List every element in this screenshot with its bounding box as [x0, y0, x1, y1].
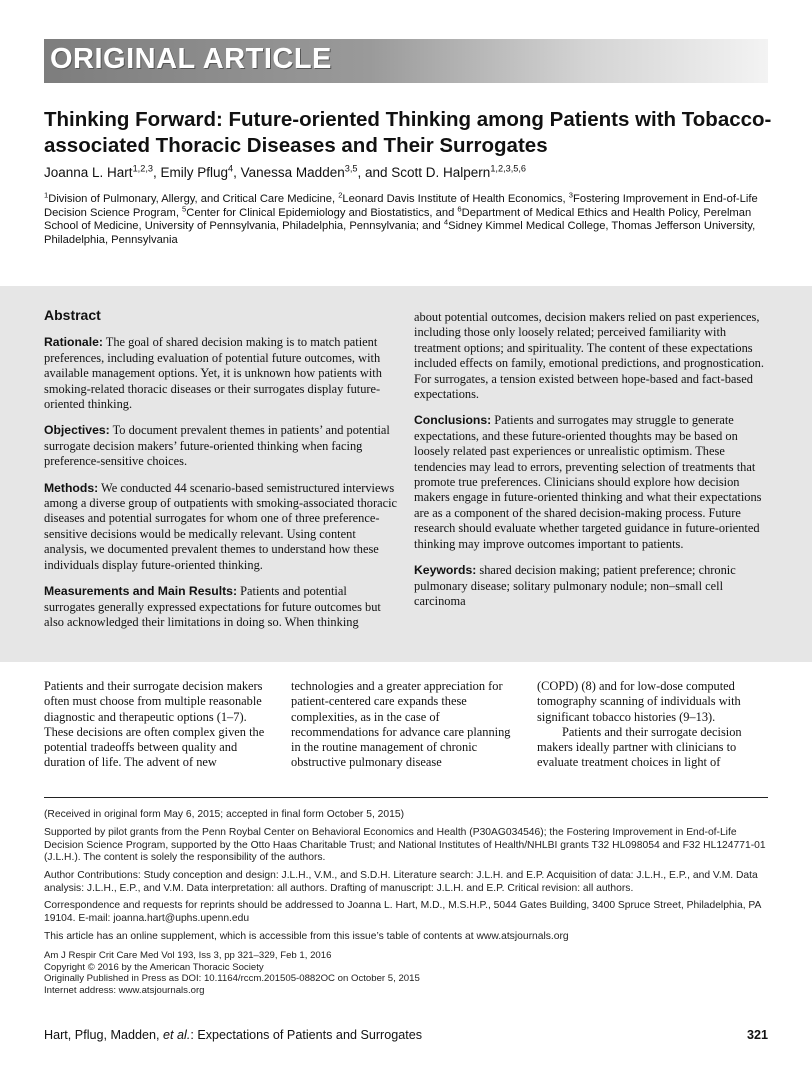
footnote-text: This article has an online supplement, which is accessible from this issue’s table of contents at www.atsjournals.org [44, 931, 569, 942]
body-paragraph: (COPD) (8) and for low-dose computed tomography scanning of individuals with significant tobacco histories (9–13). [537, 679, 741, 724]
funding-note [44, 827, 774, 865]
citation-line: Am J Respir Crit Care Med Vol 193, Iss 3, pp 321–329, Feb 1, 2016 [44, 950, 332, 961]
abstract-label: Keywords: [414, 563, 477, 578]
footnote-text: Author Contributions: Study conception and design: J.L.H., V.M., and S.D.H. Literature search: J.L.H. and E.P. Acquisition of data: J.L.H., E.P., and V.M. Data analysis: J.L.H., E.P., and V.M. Data interpretation: all authors. Drafting of manuscript: J.L.H. and E.P. Critical revision: all authors. [44, 870, 758, 894]
body-column-3 [537, 679, 765, 771]
abstract-label: Conclusions: [414, 413, 492, 428]
abstract-text: Patients and surrogates may struggle to generate expectations, and these future-oriented thoughts may be based on loosely related past experiences or unrealistic optimism. These tendencies may lead to errors, preventing selection of treatments that promote true preferences. Clinicians should explore how decision makers engage in future-oriented thinking and what their expectations are as a component of the shared decision-making process. Future research should evaluate whether targeted guidance in future-oriented thinking may improve outcomes important to patients. [414, 413, 762, 551]
abstract-label: Methods: [44, 480, 99, 495]
abstract-results-continued: about potential outcomes, decision makers relied on past experiences, including those only loosely related; perceived familiarity with treatment options; and spirituality. The content of these expectations included effects on family, emotional predictions, and prognostication. For surrogates, a tension existed between hope-based and fact-based expectations. [414, 310, 764, 402]
body-paragraph: technologies and a greater appreciation for patient-centered care expands these complexities, as in the case of recommendations for advance care planning in the routine management of chronic obstructive pulmonary disease [291, 679, 511, 770]
abstract-text: shared decision making; patient preference; chronic pulmonary disease; solitary pulmonary nodule; non–small cell carcinoma [414, 563, 736, 608]
author-sep: , and [357, 165, 392, 180]
author-name: Emily Pflug [160, 165, 229, 180]
abstract-keywords [414, 563, 768, 609]
abstract-methods [44, 481, 398, 573]
author-sup: 1,2,3 [132, 163, 153, 174]
abstract-label: Rationale: [44, 335, 103, 350]
affil-text: Center for Clinical Epidemiology and Biostatistics, and [186, 206, 458, 219]
abstract-heading: Abstract [44, 307, 101, 323]
footnote-text: Supported by pilot grants from the Penn Roybal Center on Behavioral Economics and Health (P30AG034546); the Fostering Improvement in End-of-Life Decision Science Program, supported by the Otto Haas Charitable Trust; and National Institutes of Health/NHLBI grants T32 HL098054 and F32 HL124771-01 (J.L.H.). The content is solely the responsibility of the authors. [44, 827, 766, 864]
author-name: Joanna L. Hart [44, 165, 133, 180]
footnote-text: Correspondence and requests for reprints should be addressed to Joanna L. Hart, M.D., M.S.H.P., 5044 Gates Building, 3400 Spruce Street, Philadelphia, PA 19104. E-mail: joanna.hart@uphs.upenn.edu [44, 900, 761, 924]
abstract-right-column [414, 310, 768, 620]
affil-text: Leonard Davis Institute of Health Economics, [342, 193, 569, 205]
supplement-note [44, 931, 774, 944]
author-name: Scott D. Halpern [391, 165, 491, 180]
affiliations [44, 190, 769, 247]
published-line: Originally Published in Press as DOI: 10.1164/rccm.201505-0882OC on October 5, 2015 [44, 973, 420, 985]
body-column-1 [44, 679, 278, 771]
abstract-label: Objectives: [44, 423, 110, 438]
abstract-rationale [44, 335, 398, 412]
affil-sup: 3 [568, 190, 574, 200]
abstract-left-column [44, 308, 398, 641]
running-head-title: : Expectations of Patients and Surrogates [190, 1028, 423, 1042]
abstract-objectives [44, 423, 398, 469]
affil-sup: 2 [338, 190, 343, 200]
affil-text: Division of Pulmonary, Allergy, and Critical Care Medicine, [48, 193, 339, 205]
author-sup: 3,5 [344, 163, 358, 174]
contributions-note [44, 870, 774, 895]
body-paragraph: Patients and their surrogate decision makers often must choose from multiple reasonable diagnostic and therapeutic options (1–7). These decisions are often complex given the potential tradeoffs between quality and duration of life. The advent of new [44, 679, 265, 770]
author-sup: 4 [228, 163, 234, 174]
author-sep: , [233, 165, 241, 180]
page-number: 321 [746, 1028, 768, 1042]
footnote-text: (Received in original form May 6, 2015; accepted in final form October 5, 2015) [44, 809, 404, 820]
affil-sup: 5 [182, 203, 187, 213]
internet-line: Internet address: www.atsjournals.org [44, 984, 205, 996]
affil-sup: 6 [457, 203, 462, 213]
affil-sup: 1 [44, 190, 49, 200]
abstract-section [0, 286, 812, 662]
running-head [44, 1028, 422, 1042]
received-note [44, 809, 774, 822]
author-sep: , [152, 165, 161, 180]
abstract-conclusions [414, 413, 768, 552]
affil-text: Fostering Improvement in End-of-Life Decision Science Program, [44, 193, 758, 219]
article-title: Thinking Forward: Future-oriented Thinking among Patients with Tobacco-associated Thoracic Diseases and Their Surrogates [44, 108, 772, 157]
abstract-label: Measurements and Main Results: [44, 584, 238, 599]
affil-sup: 4 [443, 217, 449, 227]
author-name: Vanessa Madden [240, 165, 345, 180]
running-head-authors: Hart, Pflug, Madden, [44, 1028, 164, 1042]
article-type-label: ORIGINAL ARTICLE [50, 43, 332, 75]
abstract-text: We conducted 44 scenario-based semistructured interviews among a diverse group of outpatients with smoking-associated thoracic diseases and potential surrogates for whom one of three preference-sensitive decisions would be medically relevant. Using content analysis, we documented prevalent themes to understand how these individuals display future-oriented thinking. [44, 480, 398, 572]
affil-text: Department of Medical Ethics and Health Policy, Perelman School of Medicine, University of Pennsylvania, Philadelphia, Pennsylvania; and [44, 206, 752, 233]
abstract-text: Patients and potential surrogates generally expressed expectations for future outcomes but also acknowledged their limitations in doing so. When thinking [44, 584, 381, 629]
publication-info [44, 950, 774, 996]
author-sup: 1,2,3,5,6 [490, 163, 527, 174]
abstract-text: To document prevalent themes in patients’ and potential surrogate decision makers’ future-oriented thinking when facing preference-sensitive choices. [44, 423, 390, 469]
correspondence-note [44, 900, 774, 925]
body-paragraph: Patients and their surrogate decision makers ideally partner with clinicians to evaluate treatment choices in light of [537, 724, 742, 770]
abstract-results [44, 584, 398, 630]
footnote-divider [44, 797, 768, 798]
copyright-line: Copyright © 2016 by the American Thoracic Society [44, 961, 264, 973]
affil-text: Sidney Kimmel Medical College, Thomas Jefferson University, Philadelphia, Pennsylvania [44, 220, 756, 246]
body-column-2 [291, 679, 517, 771]
article-type-banner [44, 39, 768, 83]
abstract-text: The goal of shared decision making is to match patient preferences, including evaluation of potential future outcomes, with available management options. Yet, it is unknown how patients with smoking-related thoracic diseases or their surrogates display future-oriented thinking. [44, 335, 382, 412]
author-list [44, 164, 526, 182]
page-footer [44, 1028, 768, 1042]
running-head-etal: et al. [163, 1028, 191, 1042]
